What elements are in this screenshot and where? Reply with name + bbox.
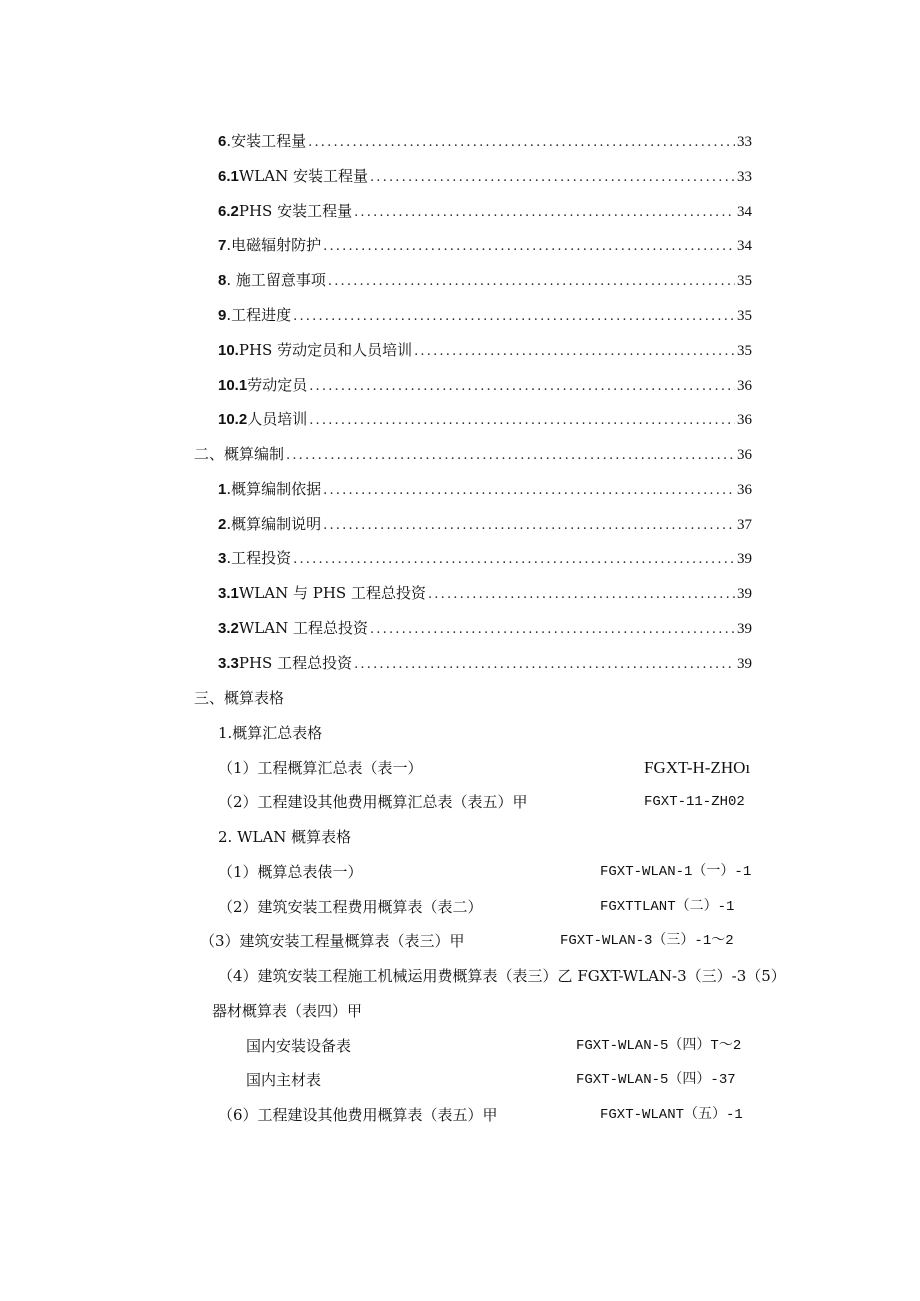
toc-leader — [323, 235, 735, 259]
toc-entry-6-2[interactable] — [218, 199, 752, 223]
toc-leader — [323, 514, 735, 538]
toc-page: 39 — [737, 656, 752, 672]
toc-entry-10-2[interactable] — [218, 407, 752, 431]
toc-page: 36 — [737, 378, 752, 394]
table-list-item — [218, 790, 778, 814]
toc-entry-6[interactable] — [218, 129, 752, 153]
table-list-item — [218, 1103, 778, 1127]
toc-number: 3.2 — [218, 620, 239, 637]
toc-page: 39 — [737, 551, 752, 567]
toc-page: 34 — [737, 238, 752, 254]
table-label: 国内主材表 — [246, 1071, 322, 1089]
toc-number: 10.1 — [218, 377, 248, 394]
table-label: （2）工程建设其他费用概算汇总表（表五）甲 — [218, 793, 528, 811]
toc-page: 39 — [737, 621, 752, 637]
toc-number: 6.1 — [218, 168, 239, 185]
table-code: FGXT-WLAN-1（一）-1 — [600, 864, 752, 880]
table-label: （2）建筑安装工程费用概算表（表二） — [218, 898, 483, 916]
toc-entry-8[interactable] — [218, 268, 752, 292]
toc-page: 33 — [737, 134, 752, 150]
toc-title: PHS 工程总投资 — [238, 654, 353, 672]
table-label: （3）建筑安装工程量概算表（表三）甲 — [200, 932, 465, 950]
toc-leader — [309, 409, 735, 433]
table-list-item — [218, 860, 778, 884]
toc-leader — [414, 340, 735, 364]
table-list-item — [246, 1068, 766, 1092]
table-code: FGXT-H-ZHOı — [644, 758, 751, 777]
table-label: （1）工程概算汇总表（表一） — [218, 759, 423, 777]
toc-entry-section-2[interactable] — [194, 442, 752, 466]
toc-entry-6-1[interactable] — [218, 164, 752, 188]
toc-leader — [370, 618, 735, 642]
toc-page: 36 — [737, 447, 752, 463]
subsection-heading: 2. WLAN 概算表格 — [218, 828, 352, 846]
toc-number: 9 — [218, 307, 227, 324]
table-code: FGXT-WLAN-3（三）-1～2 — [560, 933, 734, 949]
toc-leader — [309, 375, 735, 399]
toc-entry-3-3[interactable] — [218, 651, 752, 675]
toc-title: .工程进度 — [226, 306, 292, 324]
table-list-item — [218, 756, 778, 780]
toc-entry-10[interactable] — [218, 338, 752, 362]
toc-number: 6.2 — [218, 203, 239, 220]
toc-title: PHS 劳动定员和人员培训 — [238, 341, 413, 359]
toc-number: 10. — [218, 342, 239, 359]
toc-number: 2 — [218, 516, 227, 533]
toc-title: WLAN 工程总投资 — [238, 619, 368, 637]
toc-entry-1[interactable] — [218, 477, 752, 501]
toc-title: .概算编制说明 — [226, 515, 322, 533]
toc-number: 3.3 — [218, 655, 239, 672]
toc-title: 劳动定员 — [247, 376, 308, 394]
toc-page: 35 — [737, 273, 752, 289]
toc-title: WLAN 安装工程量 — [238, 167, 368, 185]
toc-leader — [370, 166, 735, 190]
toc-title: .安装工程量 — [226, 132, 307, 150]
toc-number: 1 — [218, 481, 227, 498]
toc-number: 7 — [218, 237, 227, 254]
toc-entry-3-1[interactable] — [218, 581, 752, 605]
toc-entry-2[interactable] — [218, 512, 752, 536]
table-label: （1）概算总表俵一） — [218, 863, 363, 881]
toc-leader — [293, 305, 735, 329]
toc-page: 36 — [737, 482, 752, 498]
table-list-item — [200, 929, 780, 953]
table-code: FGXT-WLANT（五）-1 — [600, 1107, 743, 1123]
table-code: FGXT-WLAN-5（四）T～2 — [576, 1038, 742, 1054]
toc-leader — [323, 479, 735, 503]
toc-page: 35 — [737, 343, 752, 359]
toc-entry-10-1[interactable] — [218, 373, 752, 397]
toc-title: . 施工留意事项 — [226, 271, 326, 289]
section-heading: 三、概算表格 — [194, 689, 285, 707]
toc-leader — [308, 131, 735, 155]
toc-leader — [293, 548, 735, 572]
toc-title: .电磁辐射防护 — [226, 236, 322, 254]
toc-leader — [428, 583, 735, 607]
toc-page: 33 — [737, 169, 752, 185]
table-list-item: （4）建筑安装工程施工机械运用费概算表（表三）乙 FGXT-WLAN-3（三）-3（5） — [218, 967, 786, 985]
toc-leader — [354, 201, 735, 225]
toc-number: 6 — [218, 133, 227, 150]
toc-page: 35 — [737, 308, 752, 324]
toc-leader — [286, 444, 735, 468]
toc-number: 10.2 — [218, 411, 248, 428]
toc-title: .工程投资 — [226, 549, 292, 567]
toc-title: 二、概算编制 — [194, 445, 285, 463]
toc-page: 34 — [737, 204, 752, 220]
toc-number: 3.1 — [218, 585, 239, 602]
toc-number: 8 — [218, 272, 227, 289]
table-code: FGXT-WLAN-5（四）-37 — [576, 1072, 736, 1088]
toc-leader — [354, 653, 735, 677]
toc-title: WLAN 与 PHS 工程总投资 — [238, 584, 426, 602]
toc-entry-7[interactable] — [218, 233, 752, 257]
subsection-heading: 1.概算汇总表格 — [218, 724, 323, 742]
toc-page: 37 — [737, 517, 752, 533]
toc-page: 39 — [737, 586, 752, 602]
toc-entry-3[interactable] — [218, 546, 752, 570]
toc-title: PHS 安装工程量 — [238, 202, 353, 220]
toc-leader — [328, 270, 735, 294]
table-code: FGXT-11-ZH02 — [644, 794, 745, 810]
table-list-item — [246, 1034, 766, 1058]
table-list-item — [218, 895, 778, 919]
table-code: FGXTTLANT（二）-1 — [600, 899, 735, 915]
toc-title: 人员培训 — [247, 410, 308, 428]
table-list-item-continued: 器材概算表（表四）甲 — [212, 1002, 363, 1020]
toc-entry-9[interactable] — [218, 303, 752, 327]
table-label: 国内安装设备表 — [246, 1037, 352, 1055]
toc-entry-3-2[interactable] — [218, 616, 752, 640]
table-label: （6）工程建设其他费用概算表（表五）甲 — [218, 1106, 498, 1124]
toc-number: 3 — [218, 550, 227, 567]
toc-title: .概算编制依据 — [226, 480, 322, 498]
toc-page: 36 — [737, 412, 752, 428]
